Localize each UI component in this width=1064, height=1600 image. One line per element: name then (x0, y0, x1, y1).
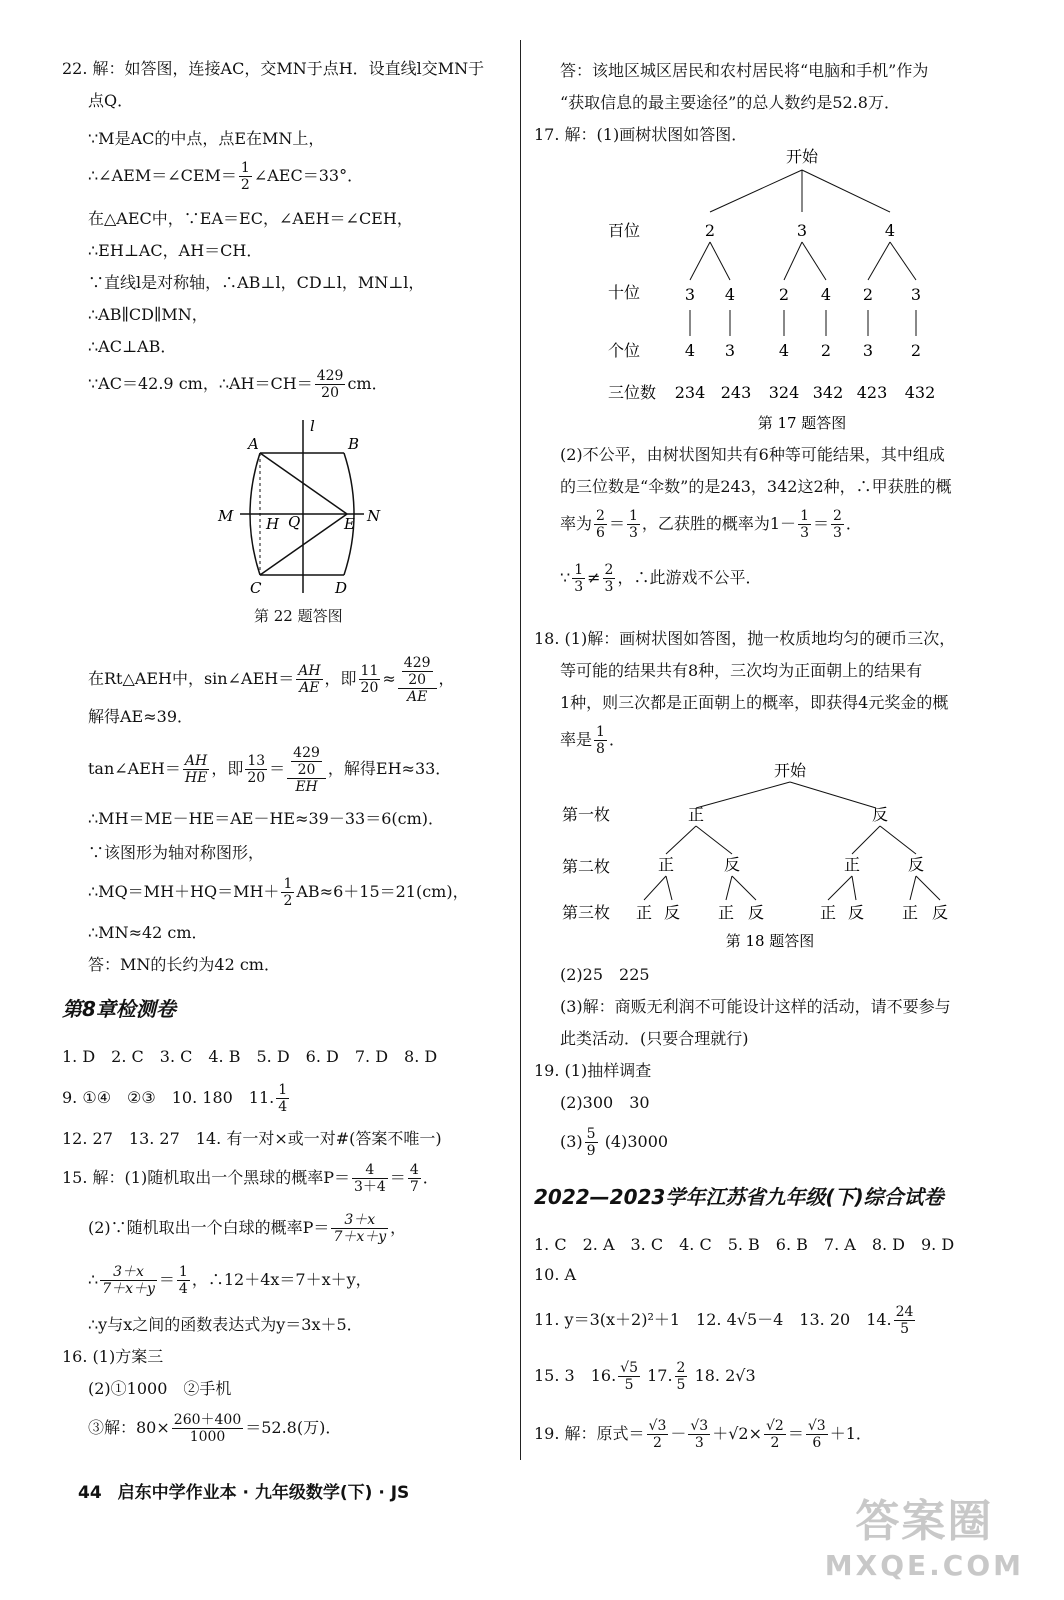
q22-line14: ∴MH＝ME－HE＝AE－HE≈39－33＝6(cm)． (88, 809, 445, 828)
tree17-t5: 2 (862, 285, 874, 304)
page-footer (78, 1478, 409, 1503)
text: ＋1． (829, 1424, 872, 1443)
figure-22-caption: 第 22 题答图 (254, 607, 343, 625)
book-title: 启东中学作业本 · 九年级数学(下) · JS (117, 1483, 410, 1503)
text: ＝ (389, 1168, 406, 1187)
tree17-row-tens: 十位 (608, 283, 641, 302)
fraction: $\frac{1}{2}$ (240, 160, 250, 193)
text: ∴∠AEM＝∠CEM＝ (88, 166, 237, 185)
q19-line2: (2)300 30 (560, 1093, 650, 1112)
label-E: E (344, 515, 355, 533)
label-D: D (335, 579, 348, 595)
fraction: $\frac{5}{9}$ (586, 1126, 596, 1159)
q17-line3: 的三位数是“伞数”的是243，342这2种，∴甲获胜的概 (560, 477, 952, 496)
tree18-row3: 第三枚 (562, 903, 611, 922)
fraction: $\frac{√3}{2}$ (648, 1418, 667, 1451)
q22-line7: ∵直线l是对称轴，∴AB⊥l，CD⊥l，MN⊥l， (88, 273, 425, 292)
fraction: $\frac{√3}{6}$ (807, 1418, 826, 1451)
fraction: $\frac{24}{5}$ (895, 1304, 914, 1337)
fraction: $\frac{4}{3+4}$ (353, 1162, 386, 1195)
tree18-l2-1: 正 (657, 855, 675, 874)
text: ， (390, 1218, 407, 1237)
q16-line3 (88, 1412, 341, 1445)
q18-line4 (560, 724, 625, 757)
text: (4)3000 (604, 1132, 669, 1151)
fraction: $\frac{AH}{HE}$ (184, 753, 208, 786)
tree18-l3-6: 反 (847, 903, 865, 922)
q22-line15: ∵该图形为轴对称图形， (88, 843, 265, 862)
tree18-l3-3: 正 (717, 903, 735, 922)
fraction: $\frac{1}{3}$ (574, 562, 584, 595)
exam-answers-line1: 1. C 2. A 3. C 4. C 5. B 6. B 7. A 8. D 9. D (534, 1235, 955, 1254)
text: ＝ (158, 1270, 175, 1289)
text: 9. ①④ ②③ 10. 180 11. (62, 1088, 275, 1107)
exam-answers-line5 (534, 1418, 872, 1451)
tree17-row-hundreds: 百位 (608, 221, 641, 240)
tree17-caption: 第 17 题答图 (757, 414, 847, 432)
fraction: $\frac{11}{20}$ (360, 663, 379, 696)
fraction: $\frac{13}{20}$ (247, 753, 266, 786)
tree17-n5: 423 (856, 383, 888, 402)
tree18-l3-8: 反 (931, 903, 949, 922)
tree17-t2: 4 (724, 285, 736, 304)
q19-line1: 19. (1)抽样调查 (534, 1061, 652, 1080)
tree18-l3-7: 正 (901, 903, 919, 922)
tree17-n2: 243 (720, 383, 752, 402)
text: 15. 3 16. (534, 1366, 617, 1385)
q22-line11 (88, 650, 455, 708)
tree18-caption: 第 18 题答图 (725, 932, 815, 950)
text: 率是 (560, 730, 593, 749)
text: 18. 2√3 (694, 1366, 756, 1385)
tree18-l3-4: 反 (747, 903, 765, 922)
fraction: $\frac{√5}{5}$ (620, 1360, 638, 1393)
text: 在Rt△AEH中，sin∠AEH＝ (88, 669, 295, 688)
tree-diagram-17 (590, 146, 990, 436)
q22-line12: 解得AE≈39． (88, 707, 194, 726)
ch8-answers-line3: 12. 27 13. 27 14. 有一对×或一对#(答案不唯一) (62, 1129, 442, 1148)
tree17-t3: 2 (778, 285, 790, 304)
q16-line2: (2)①1000 ②手机 (88, 1379, 232, 1398)
text: ＝ (812, 514, 829, 533)
figure-22-diagram (210, 415, 390, 595)
q17-line5 (560, 562, 761, 595)
q18-line6: (3)解：商贩无利润不可能设计这样的活动，请不要参与 (560, 997, 951, 1016)
tree17-o6: 2 (910, 341, 922, 360)
q19-line3 (560, 1126, 668, 1159)
tree17-t4: 4 (820, 285, 832, 304)
q16-line1: 16. (1)方案三 (62, 1347, 164, 1366)
column-separator (520, 40, 521, 1460)
label-N: N (367, 507, 381, 525)
tree17-n4: 342 (812, 383, 844, 402)
text: ③解：80× (88, 1418, 170, 1437)
tree18-l3-1: 正 (635, 903, 653, 922)
fraction: $\frac{√3}{3}$ (690, 1418, 709, 1451)
q17-line2: (2)不公平，由树状图知共有6种等可能结果，其中组成 (560, 445, 945, 464)
nested-fraction: 429 20 AE (398, 655, 437, 705)
q22-line10 (88, 368, 388, 401)
q15-line1 (62, 1162, 439, 1195)
text: 15. 解：(1)随机取出一个黑球的概率P＝ (62, 1168, 350, 1187)
q22-line18: 答：MN的长约为42 cm． (88, 955, 280, 974)
fraction: $\frac{2}{5}$ (676, 1360, 686, 1393)
tree17-h1: 2 (704, 221, 716, 240)
q18-line7: 此类活动．(只要合理就行) (560, 1029, 749, 1048)
fraction: $\frac{2}{3}$ (833, 508, 842, 541)
text: ，即 (211, 759, 244, 778)
tree17-o5: 3 (862, 341, 874, 360)
tree17-o4: 2 (820, 341, 832, 360)
fraction: $\frac{1}{8}$ (596, 724, 605, 757)
text: ，乙获胜的概率为1－ (641, 514, 797, 533)
chapter8-title: 第8章检测卷 (62, 997, 176, 1021)
watermark-top: 答案圈 (855, 1496, 994, 1547)
q16-answer-line1: 答：该地区城区居民和农村居民将“电脑和手机”作为 (560, 61, 929, 80)
tree18-l3-2: 反 (663, 903, 681, 922)
text: 17. (647, 1366, 673, 1385)
tree18-l2-3: 正 (843, 855, 861, 874)
text: ，∴此游戏不公平． (617, 568, 762, 587)
q22-line13 (88, 740, 451, 798)
q18-line2: 等可能的结果共有8种，三次均为正面朝上的结果有 (560, 661, 923, 680)
text: ． (845, 514, 862, 533)
q18-line1: 18. (1)解：画树状图如答图，抛一枚质地均匀的硬币三次， (534, 629, 956, 648)
text: ＋√2× (712, 1424, 763, 1443)
tree18-row2: 第二枚 (562, 857, 611, 876)
exam-answers-line4 (534, 1360, 756, 1393)
text: ，解得EH≈33． (327, 759, 452, 778)
fraction: $\frac{1}{3}$ (628, 508, 638, 541)
text: ∴MQ＝MH＋HQ＝MH＋ (88, 882, 280, 901)
tree17-o1: 4 (684, 341, 696, 360)
tree17-h2: 3 (796, 221, 808, 240)
text: ＝52.8(万)． (245, 1418, 342, 1437)
fraction: $\frac{3+x}{7+x+y}$ (333, 1212, 387, 1245)
fraction: $\frac{2}{6}$ (596, 508, 605, 541)
text: ∴ (88, 1270, 99, 1289)
tree18-l1-heads: 正 (687, 805, 705, 824)
tree17-row-numbers: 三位数 (608, 383, 657, 402)
q18-line5: (2)25 225 (560, 965, 650, 984)
tree17-n3: 324 (768, 383, 800, 402)
tree18-l3-5: 正 (819, 903, 837, 922)
text: ，∴12＋4x＝7＋x＋y， (191, 1270, 372, 1289)
text: AB≈6＋15＝21(cm)， (296, 882, 469, 901)
q22-line9: ∴AC⊥AB． (88, 337, 177, 356)
label-l: l (310, 417, 315, 435)
text: 19. 解：原式＝ (534, 1424, 645, 1443)
text: ，即 (324, 669, 357, 688)
fraction: $\frac{√2}{2}$ (766, 1418, 784, 1451)
fraction: $\frac{1}{3}$ (800, 508, 809, 541)
text: ∠AEC＝33°． (253, 166, 364, 185)
text: ＝ (787, 1424, 804, 1443)
tree17-root: 开始 (785, 147, 819, 166)
tree18-root: 开始 (773, 761, 807, 780)
tree-diagram-18 (556, 760, 976, 950)
q22-line6: ∴EH⊥AC，AH＝CH． (88, 241, 263, 260)
tree17-o3: 4 (778, 341, 790, 360)
label-C: C (250, 579, 262, 595)
text: ＝ (269, 759, 286, 778)
q22-line4 (88, 160, 363, 193)
q15-line2 (88, 1212, 406, 1245)
text: (3) (560, 1132, 583, 1151)
label-Q: Q (288, 513, 301, 531)
fraction: $\frac{429}{20}$ (316, 368, 344, 401)
q22-line16 (88, 876, 469, 909)
q22-line17: ∴MN≈42 cm． (88, 923, 208, 942)
exam-title: 2022—2023学年江苏省九年级(下)综合试卷 (534, 1185, 944, 1209)
tree18-l2-4: 反 (907, 855, 925, 874)
q22-line3: ∵M是AC的中点，点E在MN上， (88, 129, 325, 148)
q16-answer-line2: “获取信息的最主要途径”的总人数约是52.8万． (560, 93, 900, 112)
fraction: $\frac{1}{4}$ (178, 1264, 188, 1297)
text: ． (608, 730, 625, 749)
q22-line5: 在△AEC中，∵EA＝EC，∠AEH＝∠CEH， (88, 209, 413, 228)
tree17-row-ones: 个位 (608, 341, 641, 360)
fraction: $\frac{1}{2}$ (283, 876, 293, 909)
label-B: B (348, 435, 360, 453)
ch8-answers-line2 (62, 1082, 291, 1115)
label-M: M (218, 507, 234, 525)
q17-line1: 17. 解：(1)画树状图如答图． (534, 125, 748, 144)
tree17-t6: 3 (910, 285, 922, 304)
tree17-h3: 4 (884, 221, 896, 240)
q15-line4: ∴y与x之间的函数表达式为y＝3x＋5． (88, 1315, 363, 1334)
fraction: $\frac{AH}{AE}$ (298, 663, 321, 696)
text: 率为 (560, 514, 593, 533)
tree17-o2: 3 (724, 341, 736, 360)
fraction: $\frac{3+x}{7+x+y}$ (102, 1264, 155, 1297)
tree17-n6: 432 (904, 383, 936, 402)
fraction: $\frac{2}{3}$ (604, 562, 614, 595)
q22-line2: 点Q． (88, 91, 134, 110)
exam-answers-line2: 10. A (534, 1265, 577, 1284)
text: ， (438, 669, 455, 688)
text: (2)∵随机取出一个白球的概率P＝ (88, 1218, 330, 1237)
fraction: $\frac{260+400}{1000}$ (173, 1412, 242, 1445)
q22-line1: 22. 解：如答图，连接AC，交MN于点H．设直线l交MN于 (62, 59, 485, 78)
text: － (670, 1424, 687, 1443)
nested-fraction: 429 20 EH (287, 745, 326, 795)
tree18-l2-2: 反 (723, 855, 741, 874)
text: 11. y＝3(x＋2)²＋1 12. 4√5－4 13. 20 14. (534, 1310, 892, 1329)
q22-line8: ∴AB∥CD∥MN， (88, 305, 208, 324)
exam-answers-line3 (534, 1304, 917, 1337)
q18-line3: 1种，则三次都是正面朝上的概率，即获得4元奖金的概 (560, 693, 949, 712)
text: ∵ (560, 568, 571, 587)
q15-line3 (88, 1264, 372, 1297)
text: ∵AC＝42.9 cm，∴AH＝CH＝ (88, 374, 313, 393)
tree17-n1: 234 (674, 383, 706, 402)
tree18-row1: 第一枚 (562, 805, 611, 824)
text: ＝ (608, 514, 625, 533)
q17-line4 (560, 508, 862, 541)
text: ． (422, 1168, 439, 1187)
text: tan∠AEH＝ (88, 759, 181, 778)
label-H: H (266, 515, 280, 533)
watermark-logo (825, 1485, 1024, 1582)
tree17-t1: 3 (684, 285, 696, 304)
fraction: $\frac{1}{4}$ (278, 1082, 288, 1115)
tree18-l1-tails: 反 (871, 805, 889, 824)
label-A: A (248, 435, 259, 453)
watermark-bottom: MXQE.COM (824, 1549, 1024, 1582)
text: ≈ (382, 669, 396, 688)
fraction: $\frac{4}{7}$ (409, 1162, 419, 1195)
ch8-answers-line1: 1. D 2. C 3. C 4. B 5. D 6. D 7. D 8. D (62, 1047, 438, 1066)
text: cm． (347, 374, 388, 393)
text: ≠ (587, 568, 601, 587)
page-number: 44 (78, 1483, 102, 1503)
